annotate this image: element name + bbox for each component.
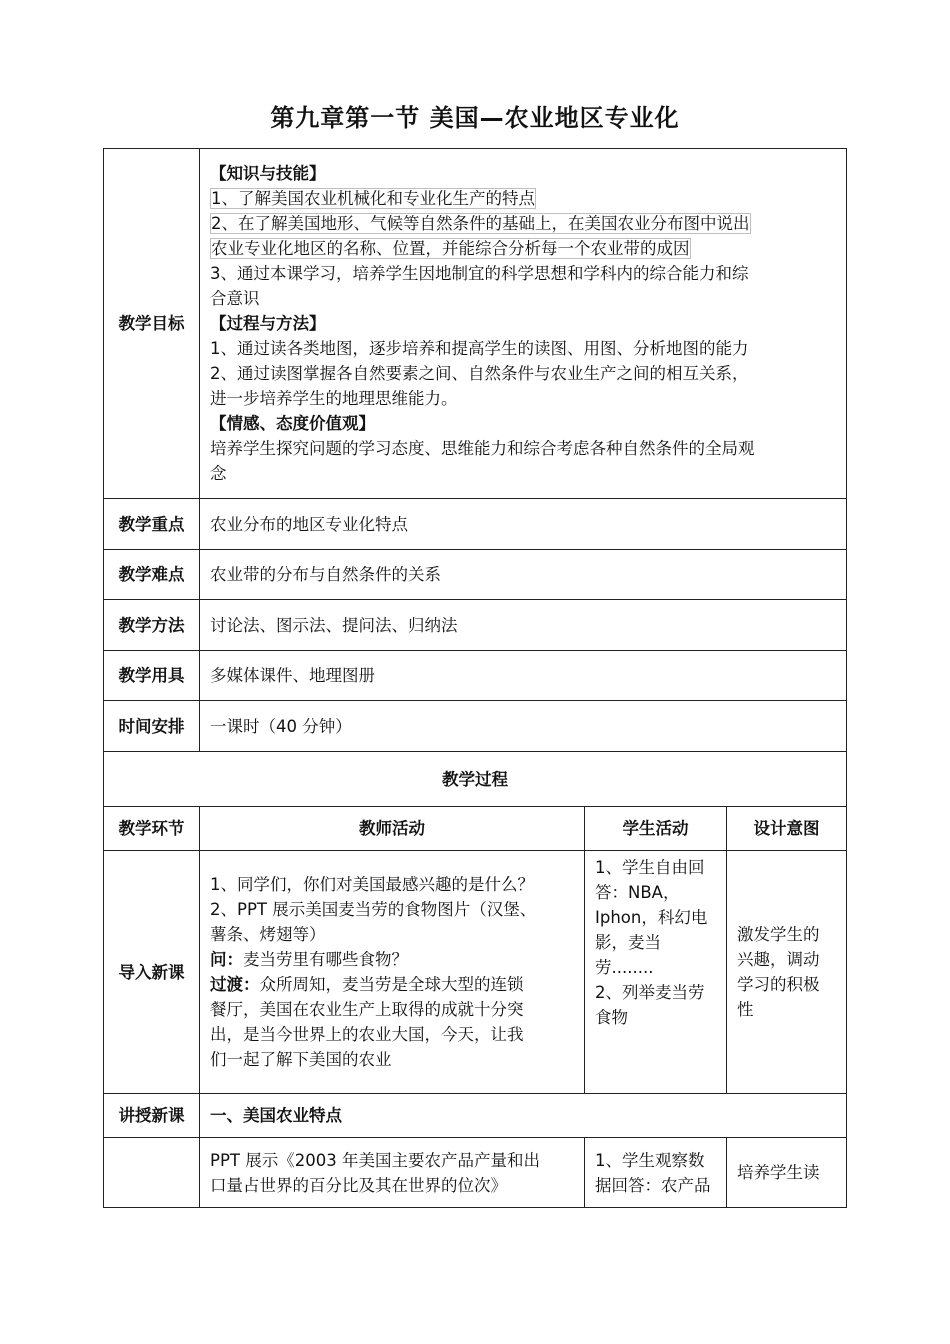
intro-teacher-line-2a: 2、PPT 展示美国麦当劳的食物图片（汉堡、 (210, 900, 537, 919)
method-value: 讨论法、图示法、提问法、归纳法 (200, 600, 847, 651)
process-title: 教学过程 (104, 752, 847, 807)
lecture-empty-cell (104, 1138, 200, 1208)
intro-student-activity (585, 851, 727, 1094)
intro-design-intent (727, 851, 847, 1094)
lesson-plan-table (103, 148, 847, 1208)
transition-text-b: 餐厅，美国在农业生产上取得的成就十分突 (210, 1000, 524, 1019)
intro-student-line-1: 1、学生自由回 (595, 858, 705, 877)
intro-teacher-line-1: 1、同学们，你们对美国最感兴趣的是什么？ (210, 875, 534, 894)
difficulty-value: 农业带的分布与自然条件的关系 (200, 550, 847, 600)
emotion-heading: 【情感、态度价值观】 (210, 414, 375, 433)
process-title-row (104, 752, 847, 807)
intro-student-line-5: 2、列举麦当劳 (595, 983, 705, 1002)
lecture-design-intent: 培养学生读 (727, 1138, 847, 1208)
difficulty-row (104, 550, 847, 600)
intro-intent-line-3: 学习的积极 (737, 975, 820, 994)
knowledge-item-3a: 3、通过本课学习，培养学生因地制宜的科学思想和学科内的综合能力和综 (210, 264, 749, 283)
time-label: 时间安排 (104, 701, 200, 752)
process-item-1: 1、通过读各类地图，逐步培养和提高学生的读图、用图、分析地图的能力 (210, 339, 749, 358)
process-heading: 【过程与方法】 (210, 314, 326, 333)
objectives-label: 教学目标 (104, 149, 200, 499)
intro-teacher-activity (200, 851, 585, 1094)
lecture-teacher-activity (200, 1138, 585, 1208)
page-title: 第九章第一节 美国—农业地区专业化 (270, 104, 680, 132)
lecture-teacher-line-2: 口量占世界的百分比及其在世界的位次》 (210, 1175, 507, 1195)
col-teacher-header: 教师活动 (200, 807, 585, 851)
transition-text-c: 出，是当今世界上的农业大国，今天，让我 (210, 1025, 524, 1044)
intro-intent-line-4: 性 (737, 1000, 754, 1019)
knowledge-item-2b: 农业专业化地区的名称、位置，并能综合分析每一个农业带的成因 (211, 239, 690, 258)
transition-label: 过渡： (210, 975, 260, 994)
key-point-label: 教学重点 (104, 499, 200, 550)
intro-student-line-3: Iphon，科幻电 (595, 908, 708, 927)
lecture-student-activity (585, 1138, 727, 1208)
intro-teacher-line-2b: 薯条、烤翅等） (210, 925, 326, 944)
intro-label: 导入新课 (104, 851, 200, 1094)
intro-intent-line-1: 激发学生的 (737, 925, 820, 944)
col-student-header: 学生活动 (585, 807, 727, 851)
key-point-value: 农业分布的地区专业化特点 (200, 499, 847, 550)
tools-value: 多媒体课件、地理图册 (200, 651, 847, 701)
lecture-student-line-2: 据回答：农产品 (595, 1175, 711, 1195)
transition-text-d: 们一起了解下美国的农业 (210, 1050, 392, 1069)
time-value: 一课时（40 分钟） (200, 701, 847, 752)
objectives-content (200, 149, 847, 499)
lecture-label: 讲授新课 (104, 1094, 200, 1138)
lecture-teacher-line-1: PPT 展示《2003 年美国主要农产品产量和出 (210, 1150, 540, 1170)
method-row (104, 600, 847, 651)
col-stage-header: 教学环节 (104, 807, 200, 851)
intro-student-line-6: 食物 (595, 1008, 628, 1027)
tools-label: 教学用具 (104, 651, 200, 701)
key-point-row (104, 499, 847, 550)
lecture-student-line-1: 1、学生观察数 (595, 1150, 705, 1170)
objectives-row (104, 149, 847, 499)
knowledge-item-3b: 合意识 (210, 289, 260, 308)
question-label: 问： (210, 950, 243, 969)
intro-student-line-4: 影，麦当劳........ (595, 933, 661, 977)
knowledge-item-2a: 2、在了解美国地形、气候等自然条件的基础上，在美国农业分布图中说出 (211, 214, 750, 233)
process-item-2a: 2、通过读图掌握各自然要素之间、自然条件与农业生产之间的相互关系， (210, 364, 749, 383)
emotion-item-b: 念 (210, 464, 227, 483)
intro-intent-line-2: 兴趣，调动 (737, 950, 820, 969)
process-item-2b: 进一步培养学生的地理思维能力。 (210, 389, 458, 408)
lecture-header-row (104, 1094, 847, 1138)
transition-text-a: 众所周知，麦当劳是全球大型的连锁 (259, 975, 524, 994)
col-intent-header: 设计意图 (727, 807, 847, 851)
question-text: 麦当劳里有哪些食物？ (243, 950, 408, 969)
knowledge-item-1: 1、了解美国农业机械化和专业化生产的特点 (211, 189, 535, 208)
lecture-row (104, 1138, 847, 1208)
method-label: 教学方法 (104, 600, 200, 651)
intro-student-line-2: 答：NBA， (595, 883, 680, 902)
knowledge-heading: 【知识与技能】 (210, 164, 326, 183)
difficulty-label: 教学难点 (104, 550, 200, 600)
process-header-row (104, 807, 847, 851)
emotion-item-a: 培养学生探究问题的学习态度、思维能力和综合考虑各种自然条件的全局观 (210, 439, 755, 458)
time-row (104, 701, 847, 752)
lecture-section-title: 一、美国农业特点 (200, 1094, 847, 1138)
intro-row (104, 851, 847, 1094)
tools-row (104, 651, 847, 701)
